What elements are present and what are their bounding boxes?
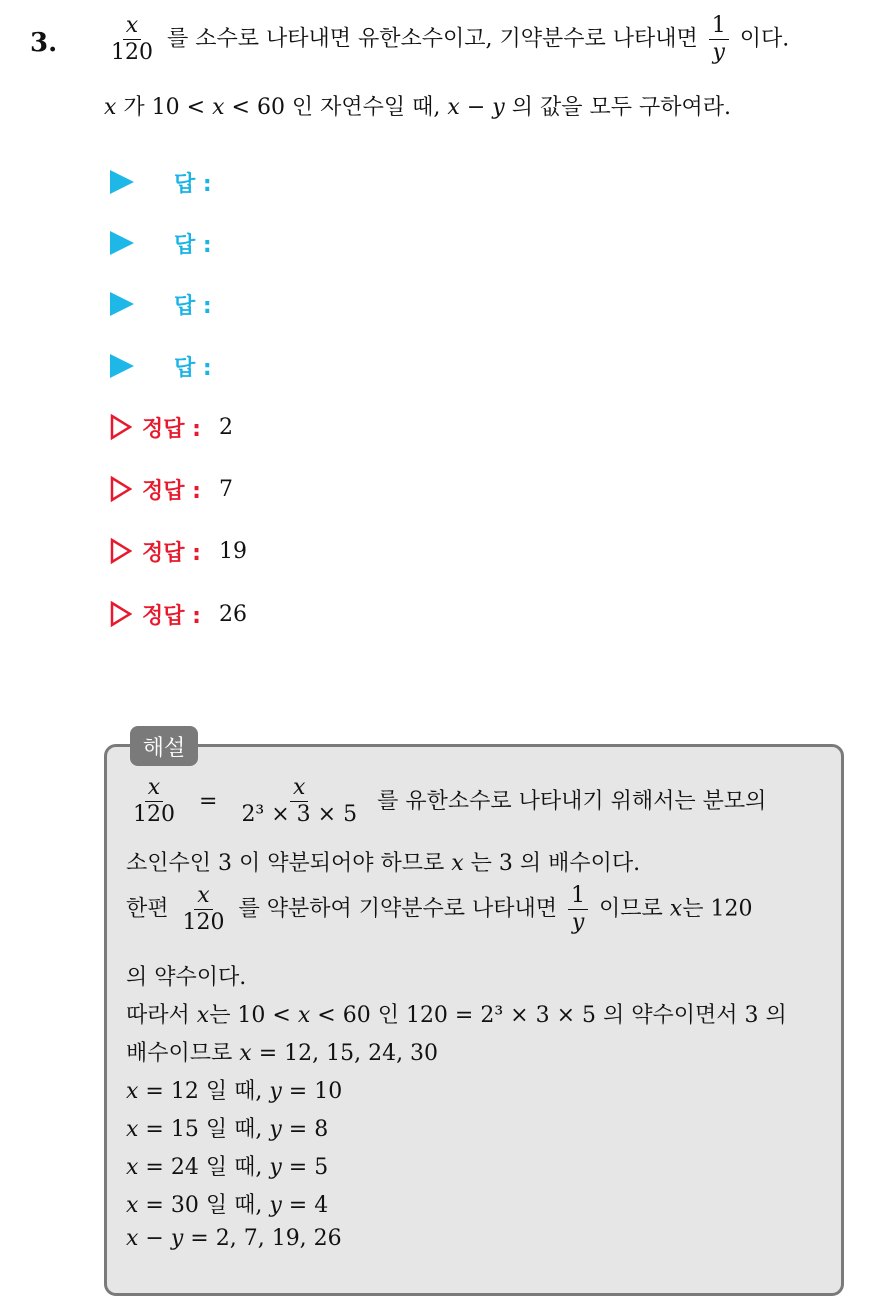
question-text-end: 이다. [739,26,790,52]
var-x: x [126,1155,139,1180]
outline-triangle-icon [110,414,132,440]
explanation-line-5 [126,998,787,1029]
var-y: y [269,1117,282,1142]
play-triangle-icon [110,354,134,378]
fraction-1-over-y [568,884,588,935]
explanation-text: 를 약분하여 기약분수로 나타내면 [238,896,558,922]
play-triangle-icon [110,231,134,255]
minus-sign: − [145,1226,164,1251]
fraction-numerator: x [194,884,212,910]
explanation-text: = 4 [288,1193,329,1218]
var-x: x [451,851,464,876]
fraction-numerator: 1 [709,14,729,40]
explanation-tag: 해설 [130,726,198,766]
question-line-1 [104,14,789,65]
answer-field-4[interactable] [110,348,212,384]
explanation-text: = 12, 15, 24, 30 [258,1041,439,1066]
var-x: x [126,1193,139,1218]
explanation-text: 배수이므로 [126,1041,233,1066]
equals-sign: = [199,788,218,814]
var-x: x [669,896,683,922]
explanation-text: = 10 [288,1079,343,1104]
var-y: y [269,1155,282,1180]
fraction-x-over-factored [238,776,360,827]
fraction-denominator: y [712,40,725,66]
explanation-text: 이므로 [599,896,663,922]
explanation-text: 를 유한소수로 나타내기 위해서는 분모의 [377,788,767,814]
var-x: x [126,1079,139,1104]
answer-label: 답 : [174,232,212,258]
answer-label: 답 : [174,355,212,381]
outline-triangle-icon [110,601,132,627]
fraction-denominator: 120 [133,802,175,828]
explanation-text: = 2, 7, 19, 26 [190,1226,342,1251]
var-x: x [239,1041,252,1066]
explanation-text: 따라서 [126,1003,190,1028]
minus-sign: − [466,95,486,120]
play-triangle-icon [110,170,134,194]
explanation-text: < 60 인 120 = 2³ × 3 × 5 의 약수이면서 3 의 [317,1003,787,1028]
var-x: x [447,95,460,120]
fraction-numerator: x [290,776,308,802]
explanation-text: 는 10 < [209,1003,291,1028]
question-text: 를 소수로 나타내면 유한소수이고, 기약분수로 나타내면 [167,26,698,52]
solution-value: 26 [218,601,247,627]
var-x: x [212,95,225,120]
explanation-line-1 [126,776,766,827]
fraction-x-over-120 [108,14,156,65]
question-number: 3. [30,28,58,58]
fraction-numerator: x [145,776,163,802]
var-y: y [269,1193,282,1218]
explanation-text: 는 120 [682,896,753,922]
var-x: x [297,1003,311,1028]
solution-value: 2 [218,414,233,440]
explanation-case-2 [126,1112,328,1143]
var-x: x [126,1117,139,1142]
solution-label: 정답 : [142,540,201,566]
explanation-line-6 [126,1036,438,1067]
explanation-line-4: 의 약수이다. [126,965,247,990]
solution-row-2 [110,471,233,507]
explanation-case-4 [126,1188,328,1219]
var-x: x [196,1003,210,1028]
solution-row-3 [110,533,247,569]
solution-row-1 [110,409,233,445]
answer-label: 답 : [174,171,212,197]
var-x: x [126,1226,139,1251]
fraction-numerator: 1 [568,884,588,910]
explanation-line-3 [126,884,752,935]
var-y: y [492,95,505,120]
play-triangle-icon [110,292,134,316]
fraction-x-over-120 [180,884,228,935]
solution-value: 19 [218,538,247,564]
solution-label: 정답 : [142,416,201,442]
explanation-final [126,1226,342,1251]
explanation-text: 한편 [126,896,169,922]
explanation-text: = 30 일 때, [145,1193,263,1218]
var-y: y [269,1079,282,1104]
solution-label: 정답 : [142,603,201,629]
fraction-denominator: y [571,910,585,936]
solution-label: 정답 : [142,478,201,504]
solution-value: 7 [218,476,233,502]
question-text: 의 값을 모두 구하여라. [511,95,731,120]
fraction-x-over-120 [130,776,178,827]
outline-triangle-icon [110,538,132,564]
explanation-text: = 12 일 때, [145,1079,263,1104]
explanation-text: = 8 [288,1117,329,1142]
explanation-line-2 [126,846,640,877]
explanation-text: = 24 일 때, [145,1155,263,1180]
solution-row-4 [110,596,247,632]
explanation-text: = 15 일 때, [145,1117,263,1142]
fraction-denominator: 120 [182,910,225,936]
explanation-case-3 [126,1150,328,1181]
fraction-denominator: 2³ × 3 × 5 [241,802,358,828]
answer-field-1[interactable] [110,164,212,200]
fraction-denominator: 120 [111,40,153,66]
fraction-1-over-y [709,14,729,65]
explanation-text: 는 3 의 배수이다. [470,851,641,876]
fraction-numerator: x [123,14,141,40]
question-text: 가 10 < [123,95,206,120]
explanation-case-1 [126,1074,342,1105]
explanation-text: 소인수인 3 이 약분되어야 하므로 [126,851,445,876]
var-x: x [104,95,117,120]
question-line-2 [104,90,731,121]
answer-field-2[interactable] [110,225,212,261]
var-y: y [170,1226,184,1251]
explanation-text: = 5 [288,1155,329,1180]
answer-label: 답 : [174,293,212,319]
outline-triangle-icon [110,476,132,502]
question-text: < 60 인 자연수일 때, [231,95,441,120]
answer-field-3[interactable] [110,286,212,322]
